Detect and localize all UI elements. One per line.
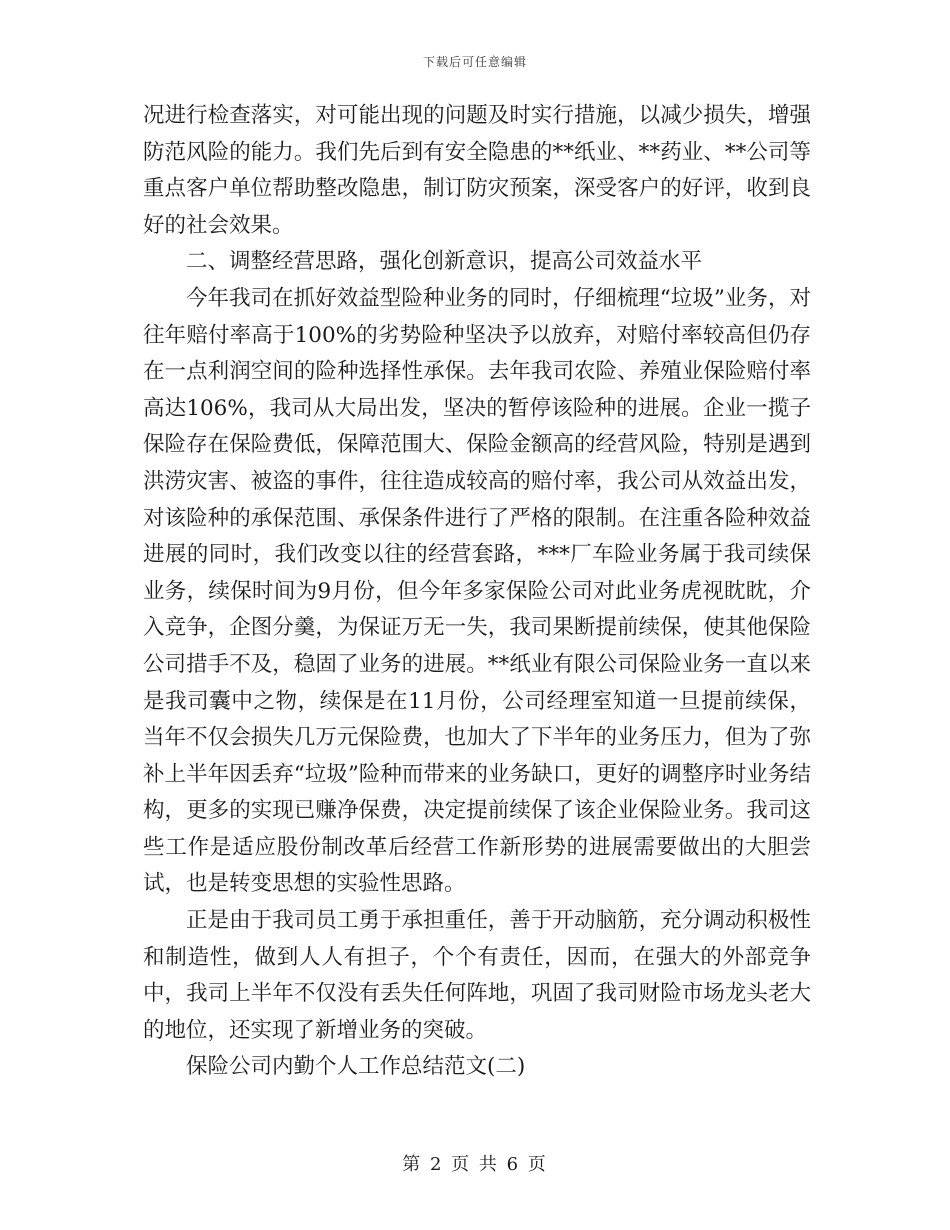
document-body [143,98,811,1086]
page-number-footer: 第 2 页 共 6 页 [402,1154,548,1175]
paragraph: 正是由于我司员工勇于承担重任，善于开动脑筋，充分调动积极性和制造性，做到人人有担子，个个有责任，因而，在强大的外部竞争中，我司上半年不仅没有丢失任何阵地，巩固了我司财险市场龙头老大的地位，还实现了新增业务的突破。 [143,908,811,1043]
document-subtitle: 保险公司内勤个人工作总结范文(二) [186,1054,526,1080]
section-heading: 二、调整经营思路，强化创新意识，提高公司效益水平 [186,249,703,275]
paragraph-continuation: 况进行检查落实，对可能出现的问题及时实行措施，以减少损失，增强防范风险的能力。我们先后到有安全隐患的**纸业、**药业、**公司等重点客户单位帮助整改隐患，制订防灾预案，深受客户的好评，收到良好的社会效果。 [143,103,811,238]
paragraph: 今年我司在抓好效益型险种业务的同时，仔细梳理“垃圾”业务，对往年赔付率高于100%的劣势险种坚决予以放弃，对赔付率较高但仍存在一点利润空间的险种选择性承保。去年我司农险、养殖业保险赔付率高达106%，我司从大局出发，坚决的暂停该险种的进展。企业一揽子保险存在保险费低，保障范围大、保险金额高的经营风险，特别是遇到洪涝灾害、被盗的事件，往往造成较高的赔付率，我公司从效益出发，对该险种的承保范围、承保条件进行了严格的限制。在注重各险种效益进展的同时，我们改变以往的经营套路，***厂车险业务属于我司续保业务，续保时间为9月份，但今年多家保险公司对此业务虎视眈眈，介入竞争，企图分羹，为保证万无一失，我司果断提前续保，使其他保险公司措手不及，稳固了业务的进展。**纸业有限公司保险业务一直以来是我司囊中之物，续保是在11月份，公司经理室知道一旦提前续保，当年不仅会损失几万元保险费，也加大了下半年的业务压力，但为了弥补上半年因丢弃“垃圾”险种而带来的业务缺口，更好的调整序时业务结构，更多的实现已赚净保费，决定提前续保了该企业保险业务。我司这些工作是适应股份制改革后经营工作新形势的进展需要做出的大胆尝试，也是转变思想的实验性思路。 [143,285,811,897]
page-header: 下载后可任意编辑 [422,55,527,69]
